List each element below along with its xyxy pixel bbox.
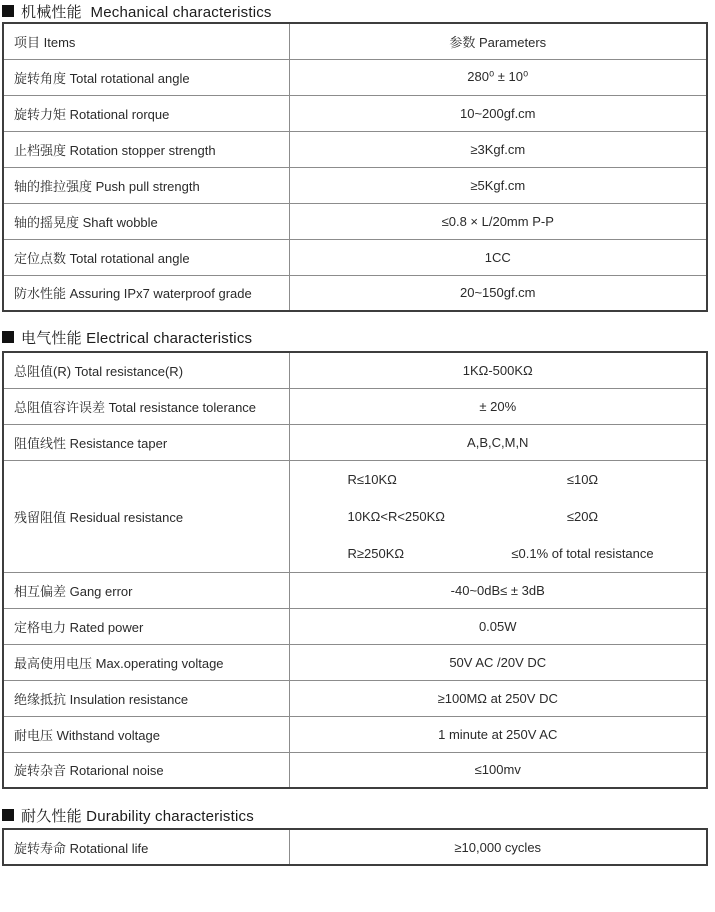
header-cell-parameters: 参数 Parameters	[289, 23, 707, 59]
section-title-mechanical	[2, 3, 715, 19]
item-cell: 旋转角度 Total rotational angle	[3, 59, 289, 95]
table-row	[3, 167, 707, 203]
param-cell-residual	[289, 460, 707, 572]
table-row	[3, 59, 707, 95]
table-row	[3, 572, 707, 608]
residual-value: ≤10Ω	[566, 471, 599, 487]
param-cell: ≥5Kgf.cm	[289, 167, 707, 203]
section-title-electrical	[2, 329, 715, 345]
mechanical-characteristics-table	[2, 22, 708, 312]
item-cell: 止档强度 Rotation stopper strength	[3, 131, 289, 167]
param-cell: ≤100mv	[289, 752, 707, 788]
param-cell: A,B,C,M,N	[289, 424, 707, 460]
table-row	[3, 95, 707, 131]
table-row	[3, 752, 707, 788]
param-cell: ≥3Kgf.cm	[289, 131, 707, 167]
param-cell: ≤0.8 × L/20mm P-P	[289, 203, 707, 239]
section-bullet-icon	[2, 5, 14, 17]
item-cell: 定位点数 Total rotational angle	[3, 239, 289, 275]
item-cell: 旋转寿命 Rotational life	[3, 829, 289, 865]
durability-characteristics-table	[2, 828, 708, 866]
param-cell: 20~150gf.cm	[289, 275, 707, 311]
item-cell: 轴的推拉强度 Push pull strength	[3, 167, 289, 203]
table-row	[3, 424, 707, 460]
param-cell: 10~200gf.cm	[289, 95, 707, 131]
item-cell: 旋转杂音 Rotarional noise	[3, 752, 289, 788]
item-cell: 轴的摇晃度 Shaft wobble	[3, 203, 289, 239]
item-cell: 残留阻值 Residual resistance	[3, 460, 289, 572]
residual-condition: 10KΩ<R<250KΩ	[347, 508, 445, 524]
item-cell: 耐电压 Withstand voltage	[3, 716, 289, 752]
param-cell: ≥10,000 cycles	[289, 829, 707, 865]
item-cell: 绝缘抵抗 Insulation resistance	[3, 680, 289, 716]
section-bullet-icon	[2, 331, 14, 343]
item-cell: 防水性能 Assuring IPx7 waterproof grade	[3, 275, 289, 311]
table-row	[3, 352, 707, 388]
residual-condition: R≥250KΩ	[347, 545, 405, 561]
section-bullet-icon	[2, 809, 14, 821]
residual-value: ≤0.1% of total resistance	[511, 545, 654, 561]
table-row	[3, 239, 707, 275]
item-cell: 相互偏差 Gang error	[3, 572, 289, 608]
table-row	[3, 131, 707, 167]
param-cell: 50V AC /20V DC	[289, 644, 707, 680]
param-cell: ± 20%	[289, 388, 707, 424]
table-row	[3, 388, 707, 424]
param-cell: 280⁰ ± 10⁰	[289, 59, 707, 95]
residual-sub-row	[290, 535, 707, 572]
residual-sub-row	[290, 498, 707, 535]
table-row	[3, 716, 707, 752]
table-row	[3, 644, 707, 680]
residual-sub-row	[290, 461, 707, 498]
param-cell: 1CC	[289, 239, 707, 275]
table-row	[3, 680, 707, 716]
electrical-characteristics-table	[2, 351, 708, 789]
section-title-label: 机械性能 Mechanical characteristics	[21, 3, 272, 21]
item-cell: 阻值线性 Resistance taper	[3, 424, 289, 460]
section-title-label: 耐久性能 Durability characteristics	[21, 807, 254, 825]
param-cell: 0.05W	[289, 608, 707, 644]
item-cell: 定格电力 Rated power	[3, 608, 289, 644]
residual-condition: R≤10KΩ	[347, 471, 397, 487]
table-row	[3, 203, 707, 239]
table-row	[3, 829, 707, 865]
section-title-durability	[2, 807, 715, 823]
table-header-row	[3, 23, 707, 59]
item-cell: 最高使用电压 Max.operating voltage	[3, 644, 289, 680]
param-cell: ≥100MΩ at 250V DC	[289, 680, 707, 716]
item-cell: 总阻值容许误差 Total resistance tolerance	[3, 388, 289, 424]
param-cell: 1KΩ-500KΩ	[289, 352, 707, 388]
table-row-residual-resistance	[3, 460, 707, 572]
item-cell: 旋转力矩 Rotational rorque	[3, 95, 289, 131]
header-cell-items: 项目 Items	[3, 23, 289, 59]
section-title-label: 电气性能 Electrical characteristics	[21, 329, 253, 347]
table-row	[3, 275, 707, 311]
param-cell: -40~0dB≤ ± 3dB	[289, 572, 707, 608]
residual-value: ≤20Ω	[566, 508, 599, 524]
param-cell: 1 minute at 250V AC	[289, 716, 707, 752]
item-cell: 总阻值(R) Total resistance(R)	[3, 352, 289, 388]
table-row	[3, 608, 707, 644]
